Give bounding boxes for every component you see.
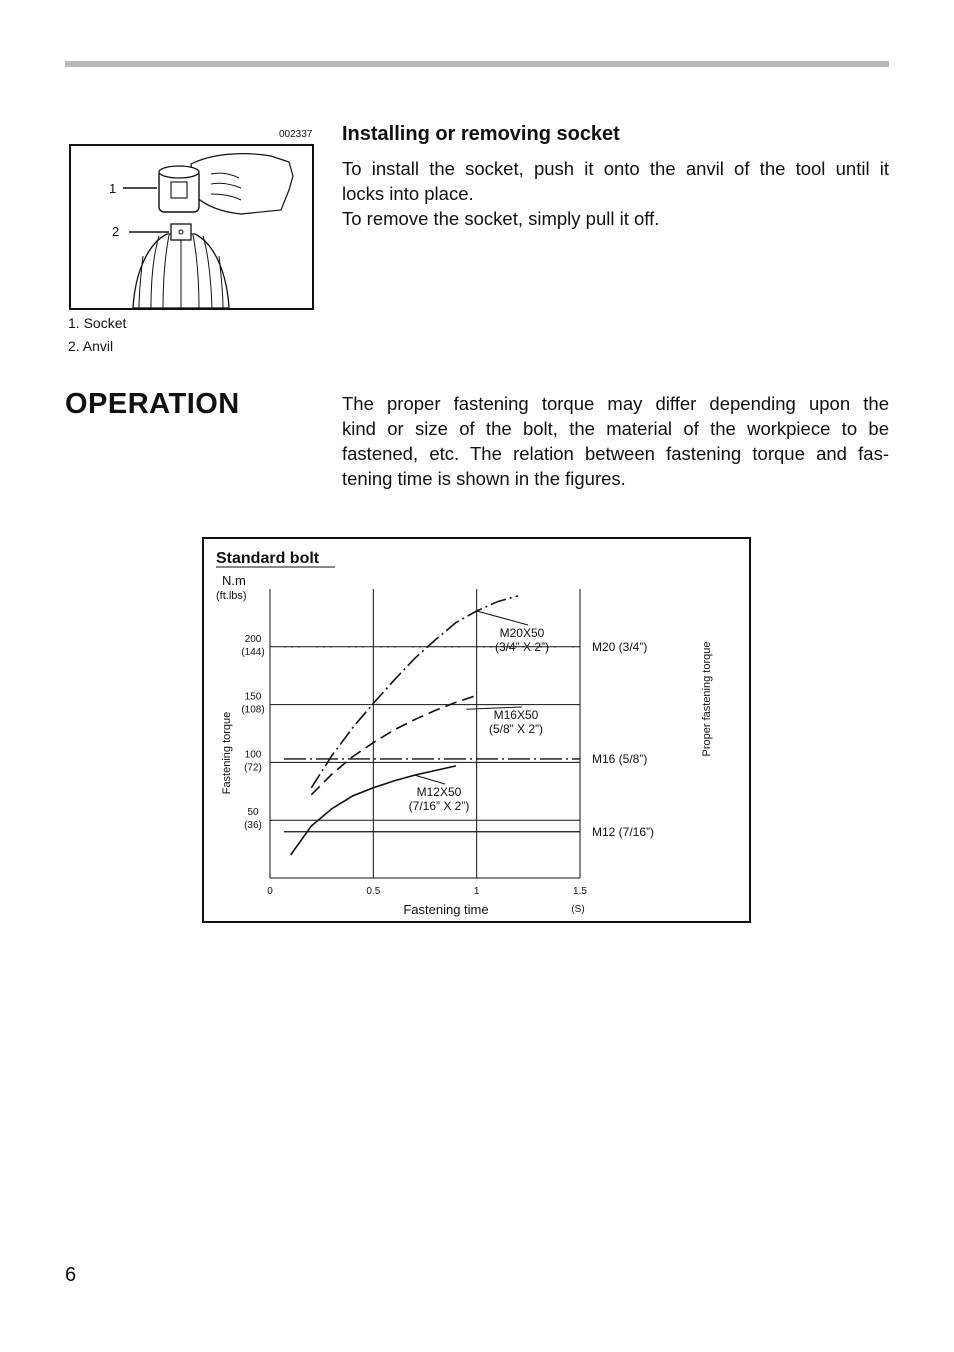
callout-2: 2 [112, 224, 120, 239]
proper-torque-label: M12 (7/16”) [592, 824, 655, 839]
body-line: tening time is shown in the figures. [342, 468, 626, 489]
y-tick-sublabel: (108) [241, 704, 265, 716]
callout-1: 1 [109, 181, 117, 196]
socket-illustration-frame [69, 144, 314, 310]
x-unit: (S) [571, 904, 585, 915]
y-tick-label: 100 [244, 749, 262, 761]
series-leader-line [477, 611, 528, 625]
legend-item-socket: 1. Socket [68, 315, 127, 331]
legend-item-anvil: 2. Anvil [68, 338, 114, 354]
y-unit: N.m [222, 573, 246, 588]
series-size-label: (3/4” X 2”) [494, 640, 550, 654]
series-size-label: (7/16” X 2”) [408, 799, 470, 813]
operation-body [342, 391, 889, 491]
x-tick-label: 0 [267, 886, 273, 897]
series-line [311, 695, 476, 794]
y-tick-label: 150 [244, 691, 262, 703]
body-line: fastened, etc. The relation between fastening torque and fas- [342, 443, 889, 464]
section-heading: Installing or removing socket [342, 123, 620, 145]
x-tick-label: 1.5 [573, 886, 587, 897]
x-axis-label: Fastening time [403, 902, 489, 917]
x-tick-label: 0.5 [366, 886, 381, 897]
figure-id: 002337 [279, 129, 313, 140]
y-unit-sub: (ft.lbs) [216, 590, 247, 602]
body-line: kind or size of the bolt, the material of the workpiece to be [342, 418, 889, 439]
body-line: locks into place. [342, 183, 474, 204]
y-tick-sublabel: (36) [244, 820, 262, 832]
proper-torque-label: M16 (5/8”) [592, 751, 648, 766]
y-tick-label: 200 [244, 633, 262, 645]
series-size-label: (5/8” X 2”) [488, 722, 544, 736]
y-tick-sublabel: (144) [241, 646, 265, 658]
series-leader-line [415, 775, 445, 784]
section-body [342, 156, 889, 231]
header-rule [65, 61, 889, 67]
body-line: The proper fastening torque may differ depending upon the [342, 393, 889, 414]
series-name-label: M20X50 [499, 626, 545, 640]
x-tick-label: 1 [473, 886, 480, 897]
anvil [171, 224, 191, 240]
y-tick-sublabel: (72) [244, 762, 262, 774]
right-axis-label: Proper fastening torque [701, 641, 713, 757]
chart-title: Standard bolt [216, 550, 320, 567]
body-line: To install the socket, push it onto the anvil of the tool until it [342, 158, 889, 179]
operation-heading: OPERATION [65, 388, 240, 420]
torque-chart-frame [202, 537, 751, 923]
torque-chart [204, 539, 749, 921]
y-tick-label: 50 [247, 807, 259, 819]
hand [191, 154, 293, 214]
series-name-label: M12X50 [416, 785, 462, 799]
proper-torque-label: M20 (3/4”) [592, 639, 648, 654]
body-line: To remove the socket, simply pull it off. [342, 208, 660, 229]
socket-anvil-illustration [71, 146, 312, 308]
series-name-label: M16X50 [493, 708, 539, 722]
page-number: 6 [65, 1264, 77, 1286]
y-axis-label: Fastening torque [221, 711, 233, 795]
